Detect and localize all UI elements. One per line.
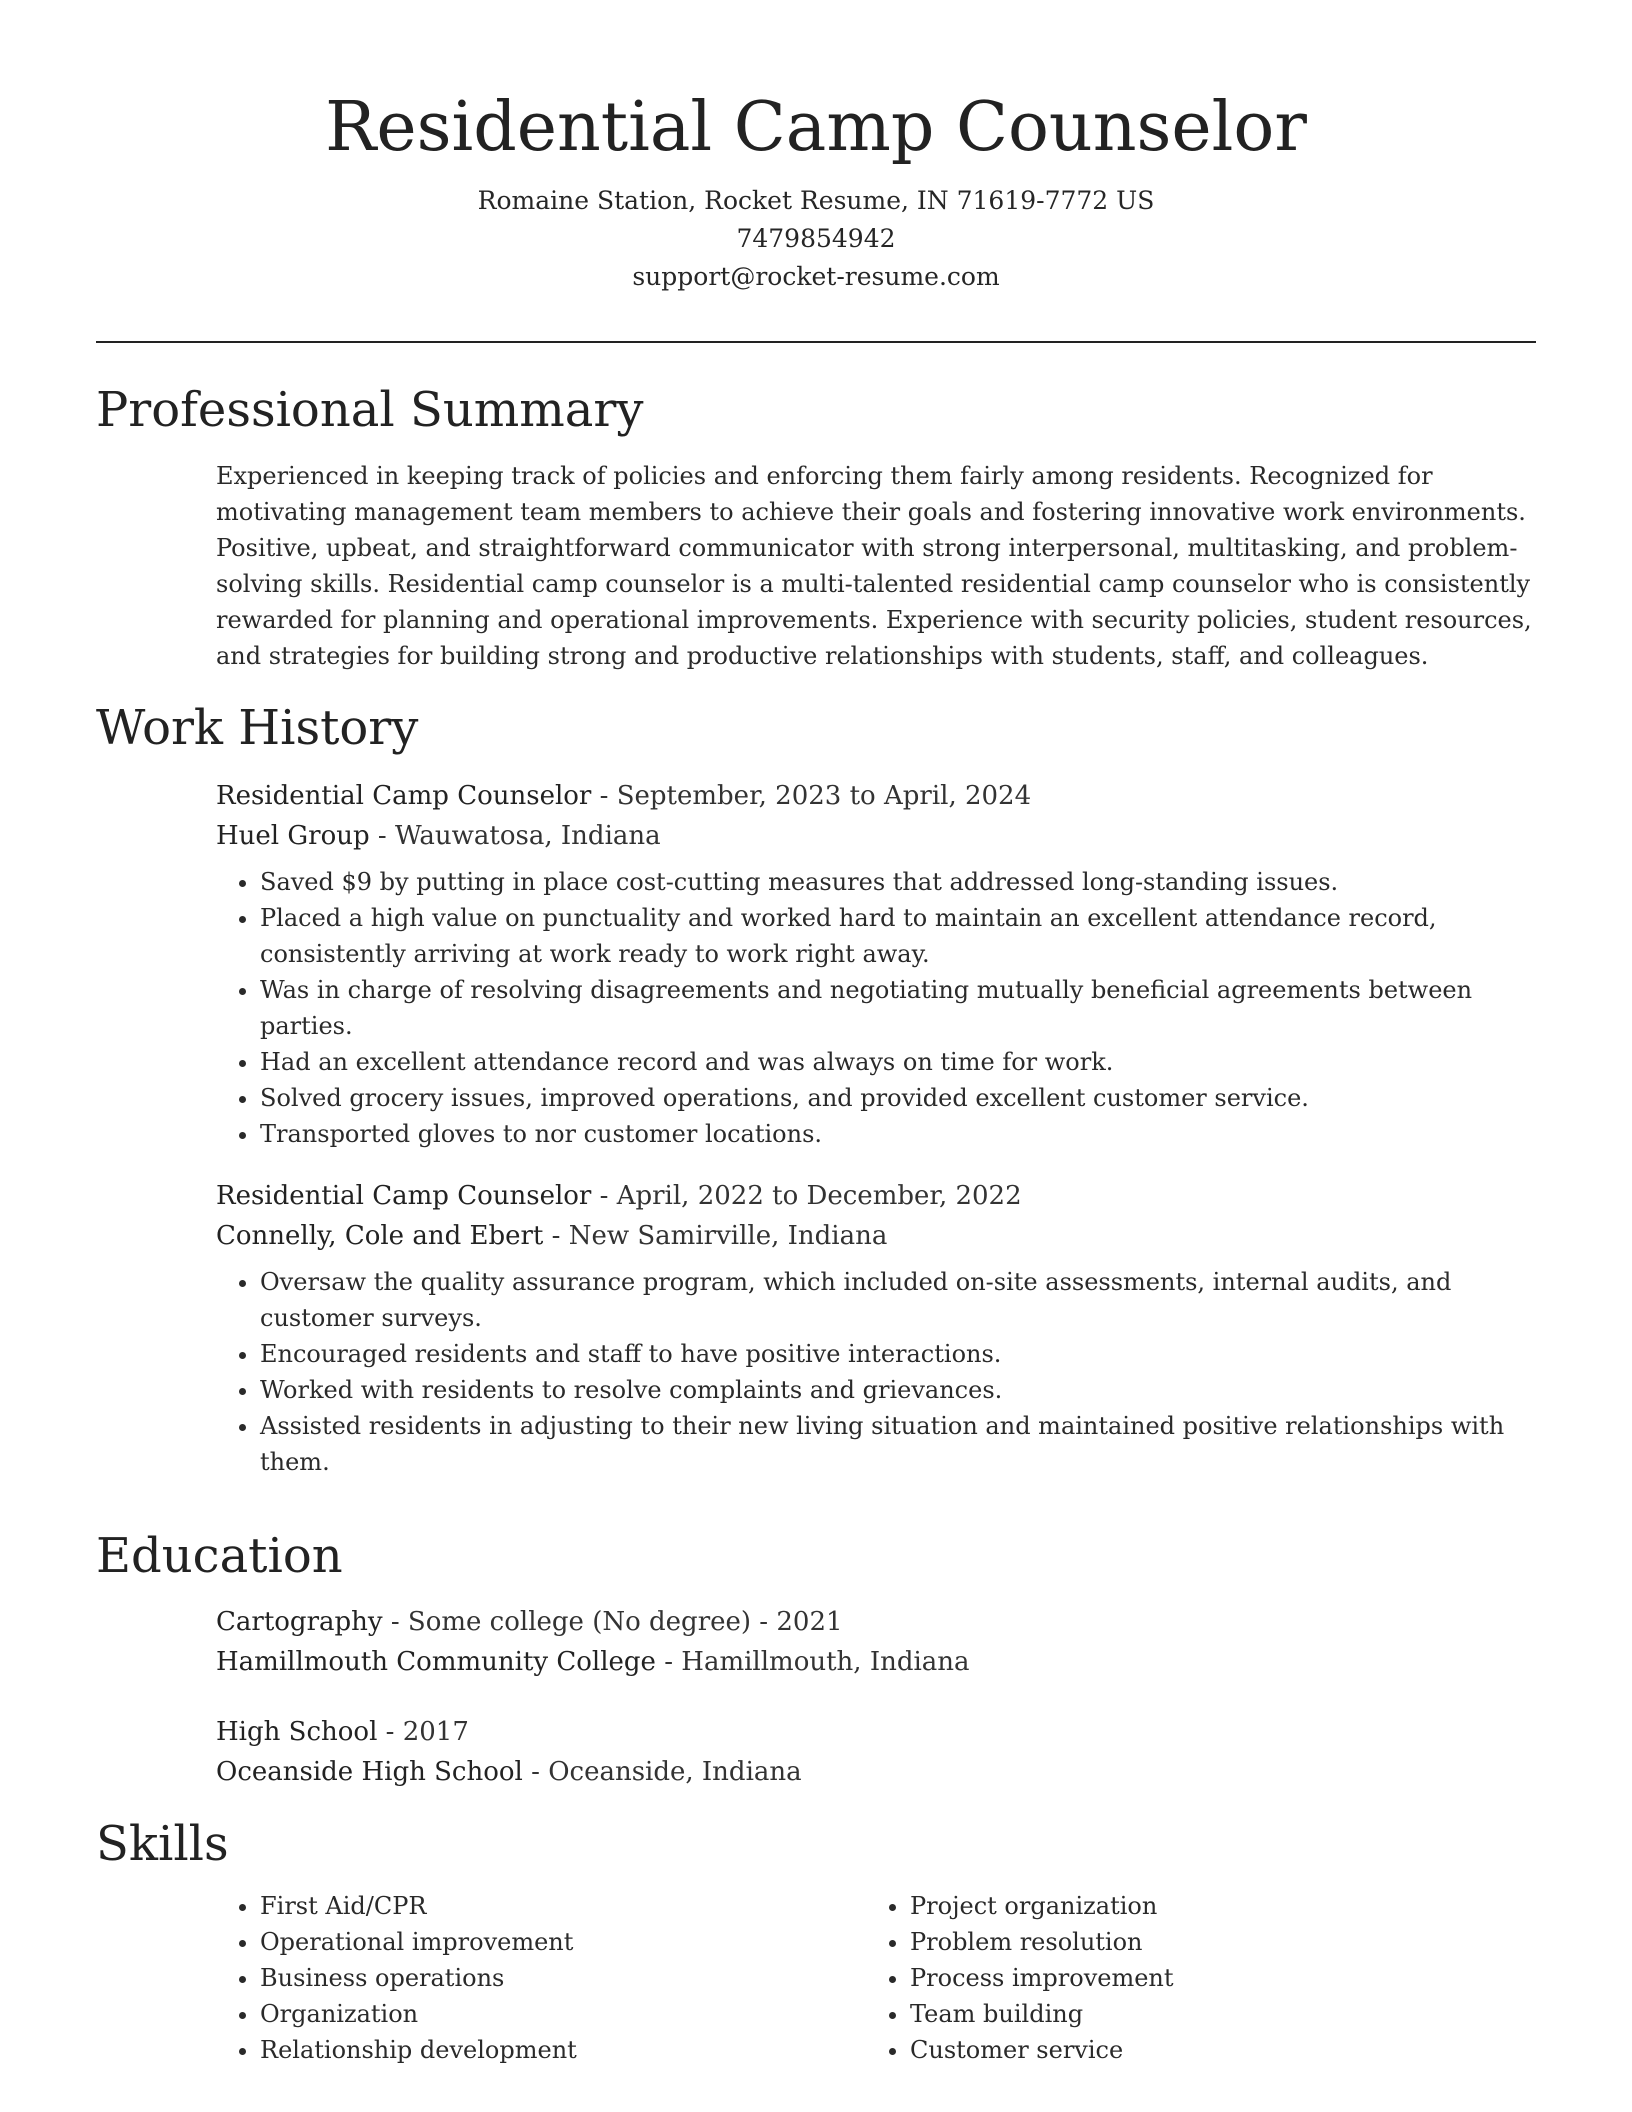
list-item: • Business operations xyxy=(260,1960,866,1996)
list-item: • Had an excellent attendance record and was always on time for work. xyxy=(260,1044,1536,1080)
separator: - xyxy=(377,1717,403,1747)
separator: - xyxy=(543,1221,569,1251)
education-year: 2017 xyxy=(402,1717,469,1747)
list-item: • Process improvement xyxy=(910,1960,1516,1996)
summary-section xyxy=(216,458,1536,674)
list-item: • Oversaw the quality assurance program, which included on-site assessments, internal audits, and customer surveys. xyxy=(260,1264,1536,1336)
separator: - xyxy=(591,1181,617,1211)
summary-text: Experienced in keeping track of policies and enforcing them fairly among residents. Recognized for motivating management team members to achieve their goals and fostering innovative work environments. Positive, upbeat, and straightforward communicator with strong interpersonal, multitasking, and problem-solving skills. Residential camp counselor is a multi-talented residential camp counselor who is consistently rewarded for planning and operational improvements. Experience with security policies, student resources, and strategies for building strong and productive relationships with students, staff, and colleagues. xyxy=(216,462,1532,670)
education-field: Cartography xyxy=(216,1607,383,1637)
list-item: • Was in charge of resolving disagreements and negotiating mutually beneficial agreements between parties. xyxy=(260,972,1536,1044)
education-heading: Education xyxy=(96,1528,343,1584)
job-entry xyxy=(216,776,1536,1152)
education-degree-line xyxy=(216,1602,1536,1642)
education-school-line xyxy=(216,1642,1536,1682)
list-item: • Relationship development xyxy=(260,2032,866,2068)
email: support@rocket-resume.com xyxy=(632,262,1000,291)
resume-header xyxy=(0,0,1632,296)
list-item: • Project organization xyxy=(910,1888,1516,1924)
skills-list xyxy=(216,1888,866,2068)
work-history-heading: Work History xyxy=(96,700,419,756)
header-divider xyxy=(96,341,1536,343)
separator: - xyxy=(522,1757,549,1787)
skills-section xyxy=(216,1888,1536,2068)
job-role: Residential Camp Counselor xyxy=(216,1181,592,1211)
job-company: Huel Group xyxy=(216,821,370,851)
candidate-name: Residential Camp Counselor xyxy=(325,88,1307,167)
work-history-section xyxy=(216,776,1536,1480)
job-company: Connelly, Cole and Ebert xyxy=(216,1221,544,1251)
job-title-line xyxy=(216,1176,1536,1216)
job-bullets xyxy=(216,864,1536,1152)
list-item: • Encouraged residents and staff to have positive interactions. xyxy=(260,1336,1536,1372)
education-school: Oceanside High School xyxy=(216,1757,523,1787)
job-bullets xyxy=(216,1264,1536,1480)
summary-heading: Professional Summary xyxy=(96,382,644,438)
list-item: • Placed a high value on punctuality and worked hard to maintain an excellent attendance record, consistently arriving at work ready to work right away. xyxy=(260,900,1536,972)
list-item: • Solved grocery issues, improved operations, and provided excellent customer service. xyxy=(260,1080,1536,1116)
skills-column-right xyxy=(866,1888,1516,2068)
address: Romaine Station, Rocket Resume, IN 71619-7772 US xyxy=(477,186,1155,215)
education-year: 2021 xyxy=(776,1607,843,1637)
list-item: • Organization xyxy=(260,1996,866,2032)
education-field: High School xyxy=(216,1717,378,1747)
education-location: Hamillmouth, Indiana xyxy=(681,1647,970,1677)
separator: - xyxy=(382,1607,408,1637)
job-dates: September, 2023 to April, 2024 xyxy=(616,781,1032,811)
list-item: • Operational improvement xyxy=(260,1924,866,1960)
skills-heading: Skills xyxy=(96,1816,229,1872)
education-entry xyxy=(216,1602,1536,1682)
separator: - xyxy=(655,1647,682,1677)
education-location: Oceanside, Indiana xyxy=(548,1757,802,1787)
list-item: • First Aid/CPR xyxy=(260,1888,866,1924)
separator: - xyxy=(751,1607,777,1637)
job-dates: April, 2022 to December, 2022 xyxy=(616,1181,1022,1211)
education-entry xyxy=(216,1712,1536,1792)
education-degree: Some college (No degree) xyxy=(407,1607,752,1637)
phone: 7479854942 xyxy=(736,224,896,253)
job-location: New Samirville, Indiana xyxy=(568,1221,888,1251)
list-item: • Assisted residents in adjusting to their new living situation and maintained positive relationships with them. xyxy=(260,1408,1536,1480)
list-item: • Saved $9 by putting in place cost-cutting measures that addressed long-standing issues. xyxy=(260,864,1536,900)
job-entry xyxy=(216,1176,1536,1480)
skills-grid xyxy=(216,1888,1536,2068)
job-company-line xyxy=(216,1216,1536,1256)
education-degree-line xyxy=(216,1712,1536,1752)
list-item: • Customer service xyxy=(910,2032,1516,2068)
education-school: Hamillmouth Community College xyxy=(216,1647,656,1677)
list-item: • Problem resolution xyxy=(910,1924,1516,1960)
list-item: • Worked with residents to resolve complaints and grievances. xyxy=(260,1372,1536,1408)
education-school-line xyxy=(216,1752,1536,1792)
job-role: Residential Camp Counselor xyxy=(216,781,592,811)
skills-column-left xyxy=(216,1888,866,2068)
skills-list xyxy=(866,1888,1516,2068)
list-item: • Transported gloves to nor customer locations. xyxy=(260,1116,1536,1152)
job-company-line xyxy=(216,816,1536,856)
separator: - xyxy=(369,821,395,851)
job-location: Wauwatosa, Indiana xyxy=(394,821,661,851)
list-item: • Team building xyxy=(910,1996,1516,2032)
education-section xyxy=(216,1602,1536,1792)
contact-block xyxy=(0,182,1632,296)
job-title-line xyxy=(216,776,1536,816)
separator: - xyxy=(591,781,617,811)
